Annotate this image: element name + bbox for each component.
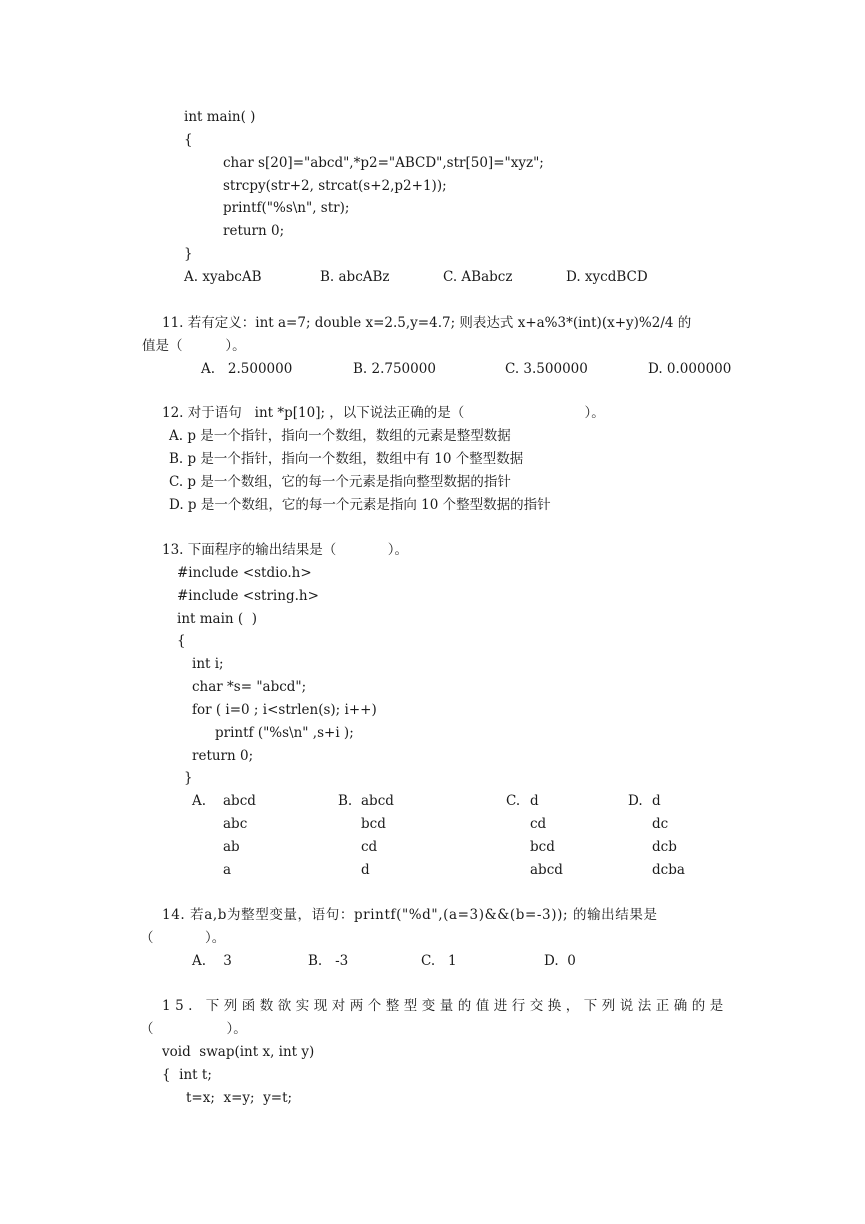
option-c: C. ABabcz: [443, 269, 513, 285]
question-text: 13. 下面程序的输出结果是（ ）。: [162, 542, 409, 558]
option-c: C. 1: [421, 953, 457, 969]
option-line: d: [530, 793, 539, 809]
option-line: abcd: [530, 862, 563, 878]
code-line: return 0;: [223, 223, 285, 239]
code-line: #include <string.h>: [177, 588, 319, 604]
code-line: char s[20]="abcd",*p2="ABCD",str[50]="xyz";: [223, 155, 544, 171]
option-d: D. xycdBCD: [566, 269, 648, 285]
question-text: （ ）。: [140, 930, 226, 946]
option-line: d: [361, 862, 370, 878]
code-line: return 0;: [192, 748, 254, 764]
code-line: strcpy(str+2, strcat(s+2,p2+1));: [223, 178, 447, 194]
option-line: dcb: [652, 839, 677, 855]
option-a: A. p 是一个指针，指向一个数组，数组的元素是整型数据: [169, 428, 511, 444]
option-line: abc: [223, 816, 248, 832]
option-d: D. p 是一个数组，它的每一个元素是指向 10 个整型数据的指针: [169, 497, 551, 513]
code-line: void swap(int x, int y): [162, 1044, 315, 1060]
option-line: bcd: [361, 816, 386, 832]
option-line: ab: [223, 839, 240, 855]
code-line: int main( ): [184, 109, 256, 125]
option-b: B. abcABz: [320, 269, 390, 285]
code-line: {: [177, 633, 186, 649]
option-d: D. 0.000000: [648, 361, 732, 377]
code-line: printf ("%s\n" ,s+i );: [215, 725, 354, 741]
question-text: 12. 对于语句 int *p[10]; ，以下说法正确的是（ ）。: [162, 405, 605, 421]
option-c: C. p 是一个数组，它的每一个元素是指向整型数据的指针: [169, 474, 511, 490]
code-line: printf("%s\n", str);: [223, 200, 350, 216]
code-line: { int t;: [162, 1067, 212, 1083]
option-line: a: [223, 862, 232, 878]
code-line: char *s= "abcd";: [192, 679, 307, 695]
question-text: 值是（ ）。: [142, 338, 246, 354]
option-label: B.: [338, 793, 353, 809]
question-text: 11. 若有定义：int a=7; double x=2.5,y=4.7; 则表达式 x+a%3*(int)(x+y)%2/4 的: [162, 315, 692, 331]
code-line: t=x; x=y; y=t;: [186, 1090, 293, 1106]
code-line: #include <stdio.h>: [177, 565, 312, 581]
code-line: }: [184, 770, 193, 786]
option-b: B. 2.750000: [353, 361, 436, 377]
option-line: d: [652, 793, 661, 809]
option-label: A.: [192, 793, 207, 809]
question-text: 14. 若a,b为整型变量，语句：printf("%d",(a=3)&&(b=-3)); 的输出结果是: [162, 907, 658, 923]
code-line: for ( i=0 ; i<strlen(s); i++): [192, 702, 377, 718]
option-d: D. 0: [544, 953, 576, 969]
option-a: A. 2.500000: [201, 361, 293, 377]
option-line: abcd: [361, 793, 394, 809]
option-line: bcd: [530, 839, 555, 855]
option-line: dc: [652, 816, 669, 832]
option-line: dcba: [652, 862, 685, 878]
question-text: （ ）。: [140, 1021, 247, 1037]
code-line: int main ( ): [177, 611, 257, 627]
option-line: cd: [530, 816, 547, 832]
code-line: {: [184, 132, 193, 148]
option-label: C.: [506, 793, 521, 809]
option-b: B. p 是一个指针，指向一个数组，数组中有 10 个整型数据: [169, 451, 524, 467]
option-b: B. -3: [308, 953, 349, 969]
option-a: A. 3: [192, 953, 232, 969]
code-line: }: [184, 246, 193, 262]
code-line: int i;: [192, 656, 224, 672]
option-c: C. 3.500000: [505, 361, 588, 377]
option-line: cd: [361, 839, 378, 855]
option-a: A. xyabcAB: [184, 269, 262, 285]
option-label: D.: [628, 793, 643, 809]
option-line: abcd: [223, 793, 256, 809]
question-text: 15. 下列函数欲实现对两个整型变量的值进行交换，下列说法正确的是: [162, 998, 728, 1014]
